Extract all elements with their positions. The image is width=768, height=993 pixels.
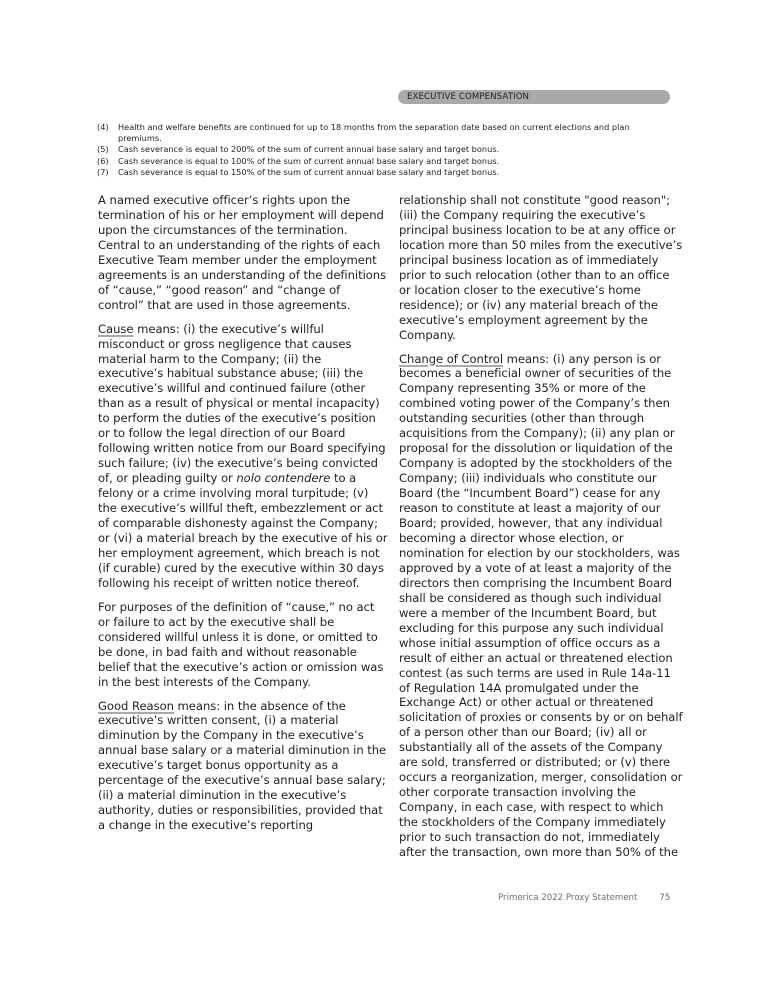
footnote — [97, 156, 675, 167]
good-reason-text: means: in the absence of the executive’s written consent, (i) a material diminution by the Company in the executive’s annual base salary or a material diminution in the executive’s target bonus opportunity as a percentage of the executive’s annual base salary; (ii) a material diminution in the executive’s authority, duties or responsibilities, provided that a change in the executive’s reporting — [98, 698, 387, 833]
cause-text-continued: to a felony or a crime involving moral turpitude; (v) the executive’s willful theft, embezzlement or act of comparable dishonesty against the Company; or (vi) a material breach by the executive of his or her employment agreement, which breach is not (if curable) cured by the executive within 30 days following his receipt of written notice thereof. — [98, 471, 388, 590]
good-reason-continued: relationship shall not constitute "good reason"; (iii) the Company requiring the executive’s principal business location to be at any office or location more than 50 miles from the executive’s principal business location as of immediately prior to such relocation (other than to an office or location closer to the executive’s home residence); or (iv) any material breach of the executive’s employment agreement by the Company. — [399, 193, 683, 342]
footnote-number: (5) — [97, 144, 109, 155]
nolo-contendere-italic: nolo contendere — [236, 471, 331, 486]
change-of-control-text: means: (i) any person is or becomes a beneficial owner of securities of the Company representing 35% or more of the combined voting power of the Company’s then outstanding securities (other than through acquisitions from the Company); (ii) any plan or proposal for the dissolution or liquidation of the Company is adopted by the stockholders of the Company; (iii) individuals who constitute our Board (the “Incumbent Board”) cease for any reason to constitute at least a majority of our Board; provided, however, that any individual becoming a director whose election, or nomination for election by our stockholders, was approved by a vote of at least a majority of the directors then comprising the Incumbent Board shall be considered as though such individual were a member of the Incumbent Board, but excluding for this purpose any such individual whose initial assumption of office occurs as a result of either an actual or threatened election contest (as such terms are used in Rule 14a-11 of Regulation 14A promulgated under the Exchange Act) or other actual or threatened solicitation of proxies or consents by or on behalf of a person other than our Board; (iv) all or substantially all of the assets of the Company are sold, transferred or distributed; or (v) there occurs a reorganization, merger, consolidation or other corporate transaction involving the Company, in each case, with respect to which the stockholders of the Company immediately prior to such transaction do not, immediately after the transaction, own more than 50% of the — [399, 351, 683, 859]
publication-title: Primerica 2022 Proxy Statement — [498, 893, 638, 903]
footnote — [97, 144, 675, 155]
page-footer — [498, 893, 670, 903]
footnotes — [97, 122, 675, 178]
cause-term: Cause — [98, 321, 134, 336]
left-column — [98, 193, 388, 842]
footnote-text: Cash severance is equal to 200% of the sum of current annual base salary and target bonus. — [118, 144, 500, 155]
cause-definition — [98, 322, 388, 591]
page-number: 75 — [659, 893, 671, 903]
change-of-control-term: Change of Control — [399, 351, 503, 366]
footnote — [97, 122, 675, 144]
footnote — [97, 167, 675, 178]
footnote-number: (7) — [97, 166, 109, 177]
footnote-text: Health and welfare benefits are continued for up to 18 months from the separation date based on current elections and plan premiums. — [118, 122, 630, 144]
footnote-number: (6) — [97, 155, 109, 166]
cause-purposes-paragraph: For purposes of the definition of “cause,” no act or failure to act by the executive shall be considered willful unless it is done, or omitted to be done, in bad faith and without reasonable belief that the executive’s action or omission was in the best interests of the Company. — [98, 599, 384, 689]
footnote-text: Cash severance is equal to 100% of the sum of current annual base salary and target bonus. — [118, 155, 500, 166]
section-header-bar — [398, 90, 670, 104]
good-reason-term: Good Reason — [98, 698, 174, 713]
footnote-number: (4) — [97, 122, 109, 132]
intro-paragraph: A named executive officer’s rights upon the termination of his or her employment will depend upon the circumstances of the termination. Central to an understanding of the rights of each Executive Team member under the employment agreements is an understanding of the definitions of “cause,” “good reason” and “change of control” that are used in those agreements. — [98, 193, 387, 312]
change-of-control-definition — [399, 352, 684, 860]
good-reason-definition — [98, 699, 388, 834]
footnote-text: Cash severance is equal to 150% of the sum of current annual base salary and target bonus. — [118, 166, 500, 177]
right-column — [399, 193, 684, 869]
section-label: EXECUTIVE COMPENSATION — [407, 92, 530, 102]
cause-text: means: (i) the executive’s willful misconduct or gross negligence that causes material harm to the Company; (ii) the executive’s habitual substance abuse; (iii) the executive’s willful and continued failure (other than as a result of physical or mental incapacity) to perform the duties of the executive’s position or to follow the legal direction of our Board following written notice from our Board specifying such failure; (iv) the executive’s being convicted of, or pleading guilty or — [98, 321, 386, 486]
